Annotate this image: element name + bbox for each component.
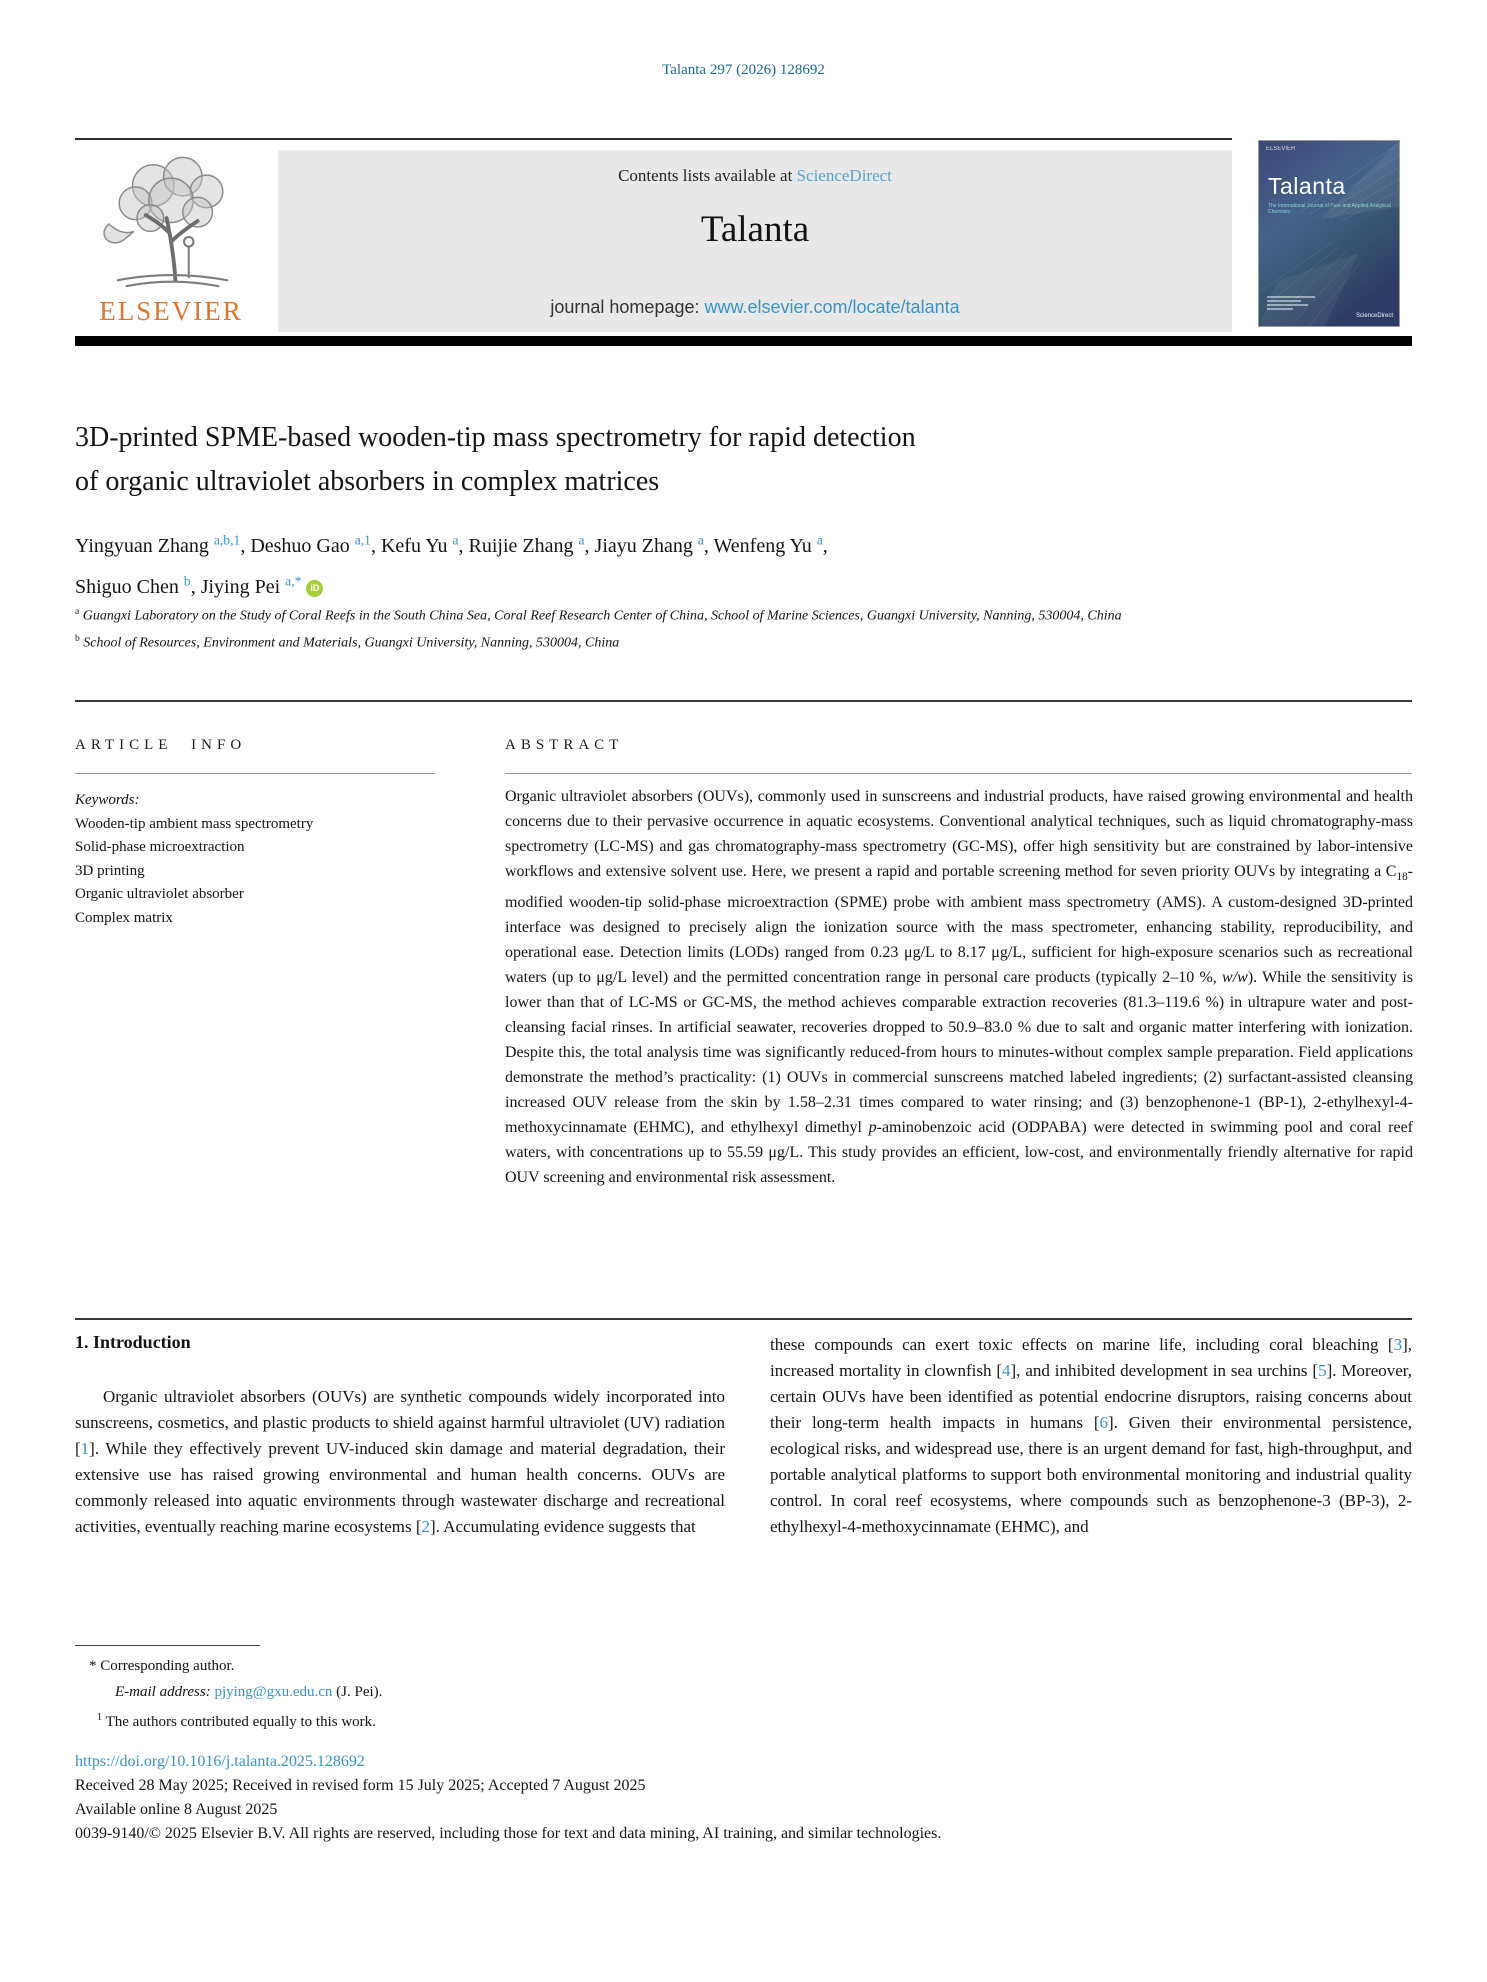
inline-link[interactable]: 3 (1393, 1335, 1403, 1354)
elsevier-wordmark: ELSEVIER (99, 296, 243, 326)
affiliation-a (75, 601, 1375, 628)
keyword-item: Solid-phase microextraction (75, 839, 245, 855)
keyword-item: 3D printing (75, 862, 145, 879)
homepage-prefix: journal homepage: (550, 297, 705, 317)
text-segment: , Wenfeng Yu (703, 534, 817, 557)
contents-line (278, 166, 1232, 186)
text-segment: Shiguo Chen (75, 576, 184, 599)
header-black-bar (75, 336, 1412, 346)
elsevier-logo (82, 150, 260, 334)
text-segment: (J. Pei). (332, 1684, 383, 1700)
text-segment: , Deshuo Gao (240, 534, 355, 557)
non-solus-banner (104, 224, 134, 243)
text-segment: Yingyuan Zhang (75, 534, 214, 557)
journal-citation: Talanta 297 (2026) 128692 (662, 62, 825, 78)
email-note (75, 1679, 755, 1705)
affiliation-b-sup: b (75, 633, 80, 644)
equal-contribution-note (75, 1705, 755, 1735)
affiliation-b-text: School of Resources, Environment and Materials, Guangxi University, Nanning, 530004, China (83, 635, 620, 651)
cover-sciencedirect: ScienceDirect (1355, 313, 1393, 319)
homepage-line (278, 297, 1232, 318)
text-segment: a (452, 532, 459, 547)
introduction-left-column (75, 1384, 725, 1540)
text-segment: ]. Given their environmental persistence, ecological risks, and widespread use, there is an urgent demand for fast, high-throughput, and portable analytical platforms to support both environmental monitoring and industrial quality control. In coral reef ecosystems, where compounds such as benzophenone-3 (BP-3), 2-ethylhexyl-4-methoxycinnamate (EHMC), and (770, 1413, 1412, 1536)
journal-name: Talanta (700, 209, 810, 250)
text-segment: a,1 (354, 532, 371, 547)
sciencedirect-link[interactable]: ScienceDirect (796, 166, 892, 185)
received-dates: Received 28 May 2025; Received in revised form 15 July 2025; Accepted 7 August 2025 (75, 1777, 646, 1794)
author-list (75, 522, 1385, 605)
text-segment: a,b,1 (213, 532, 241, 547)
text-segment: , Ruijie Zhang (458, 534, 579, 557)
inline-link[interactable]: 6 (1099, 1413, 1108, 1432)
footnote-rule (75, 1645, 260, 1646)
cover-subtitle: The International Journal of Pure and Applied Analytical Chemistry (1268, 203, 1391, 215)
text-segment: ]. Accumulating evidence suggests that (429, 1517, 696, 1536)
contents-prefix: Contents lists available at (618, 166, 797, 185)
affiliation-a-text: Guangxi Laboratory on the Study of Coral Reefs in the South China Sea, Coral Reef Research Center of China, School of Marine Sciences, Guangxi University, Nanning, 530004, China (82, 608, 1122, 624)
text-segment: Organic ultraviolet absorbers (OUVs) are synthetic compounds widely incorporated into sunscreens, cosmetics, and plastic products to shield against harmful ultraviolet (UV) radiation [ (75, 1387, 725, 1458)
footnotes-block (75, 1653, 755, 1735)
abstract-underline (505, 773, 1412, 774)
affiliations (75, 601, 1375, 654)
keywords-label: Keywords: (75, 792, 140, 808)
keyword-item: Complex matrix (75, 909, 173, 926)
abstract-body (505, 784, 1413, 1190)
article-footer (75, 1750, 1415, 1846)
article-info-heading: ARTICLE INFO (75, 737, 247, 753)
inline-link[interactable]: pjying@gxu.edu.cn (214, 1684, 333, 1700)
text-segment: The authors contributed equally to this work. (102, 1714, 376, 1730)
affiliation-b (75, 628, 1375, 655)
keyword-item: Wooden-tip ambient mass spectrometry (75, 815, 314, 832)
text-segment: Organic ultraviolet absorbers (OUVs), commonly used in sunscreens and industrial products, have raised growing environmental and health concerns due to their pervasive occurrence in aquatic ecosystems. Conventional analytical techniques, such as liquid chromatography-mass spectrometry (LC-MS) and gas chromatography-mass spectrometry (GC-MS), offer high sensitivity but are constrained by labor-intensive workflows and extensive solvent use. Here, we present a rapid and portable screening method for seven priority OUVs by integrating a C (505, 788, 1413, 880)
cover-issue-text: ··· (1389, 147, 1393, 152)
text-segment: , (822, 534, 828, 557)
abstract-bottom-rule (75, 1318, 1412, 1320)
text-segment: these compounds can exert toxic effects on marine life, including coral bleaching [ (770, 1335, 1394, 1354)
text-segment: 1 (97, 1712, 103, 1723)
journal-cover-thumbnail[interactable] (1258, 140, 1400, 327)
text-segment: p (868, 1119, 877, 1137)
journal-header-box (278, 150, 1232, 332)
text-segment: ]. While they effectively prevent UV-induced skin damage and material degradation, their extensive use has raised growing environmental and human health concerns. OUVs are commonly released into aquatic environments through wastewater discharge and recreational activities, eventually reaching marine ecosystems [ (75, 1439, 725, 1536)
homepage-link[interactable]: www.elsevier.com/locate/talanta (704, 297, 960, 317)
keywords-block (75, 789, 475, 930)
text-segment: , Jiayu Zhang (584, 534, 698, 557)
text-segment: -modified wooden-tip solid-phase microextraction (SPME) probe with ambient mass spectrometry (AMS). A custom-designed 3D-printed interface was designed to precisely align the ionization source with the mass spectrometer, enhancing stability, reproducibility, and operational ease. Detection limits (LODs) ranged from 0.23 μg/L to 8.17 μg/L, sufficient for high-exposure scenarios such as recreational waters (up to μg/L level) and the permitted concentration range in personal care products (typically 2–10 %, (505, 863, 1413, 987)
text-segment: -aminobenzoic acid (ODPABA) were detected in swimming pool and coral reef waters, with concentrations up to 55.59 μg/L. This study provides an efficient, low-cost, and environmentally friendly alternative for rapid OUV screening and environmental risk assessment. (505, 1119, 1414, 1187)
text-segment: ). While the sensitivity is lower than that of LC-MS or GC-MS, the method achieves comparable extraction recoveries (81.3–119.6 %) in ultrapure water and post-cleansing facial rinses. In artificial seawater, recoveries dropped to 50.9–83.0 % due to salt and organic matter interfering with ionization. Despite this, the total analysis time was significantly reduced-from hours to minutes-without complex sample preparation. Field applications demonstrate the method’s practicality: (1) OUVs in commercial sunscreens matched labeled ingredients; (2) surfactant-assisted cleansing increased OUV release from the skin by 1.58–2.31 times compared to water rinsing; and (3) benzophenone-1 (BP-1), 2-ethylhexyl-4-methoxycinnamate (EHMC), and ethylhexyl dimethyl (505, 969, 1413, 1137)
text-segment: * (89, 1658, 101, 1674)
affiliation-a-sup: a (75, 607, 80, 617)
text-segment: 18 (1396, 871, 1408, 884)
text-segment: Corresponding author. (100, 1658, 235, 1674)
text-segment: w/w (1222, 969, 1248, 987)
text-segment: ]. Moreover, certain OUVs have been identified as potential endocrine disruptors, raising concerns about their long-term health impacts in humans [ (770, 1361, 1413, 1432)
introduction-heading: 1. Introduction (75, 1332, 191, 1352)
inline-link[interactable]: 1 (80, 1439, 90, 1458)
cover-editors-block (1267, 296, 1315, 312)
author-names (75, 532, 828, 599)
inline-link[interactable]: 2 (421, 1517, 430, 1536)
inline-link[interactable]: 5 (1318, 1361, 1327, 1380)
available-online: Available online 8 August 2025 (75, 1801, 278, 1818)
orcid-icon[interactable]: iD (306, 580, 323, 597)
inline-link[interactable]: 4 (1002, 1361, 1011, 1380)
keyword-item: Organic ultraviolet absorber (75, 886, 244, 902)
text-segment: ], increased mortality in clownfish [ (770, 1335, 1412, 1380)
text-segment: a (816, 532, 823, 547)
text-segment: b (183, 573, 191, 589)
corresponding-author-note (75, 1653, 755, 1679)
article-title-line1: 3D-printed SPME-based wooden-tip mass spectrometry for rapid detection (75, 422, 916, 453)
text-segment: , Kefu Yu (370, 534, 453, 557)
article-info-underline (75, 773, 435, 774)
abstract-heading: ABSTRACT (505, 737, 624, 753)
article-title-line2: of organic ultraviolet absorbers in complex matrices (75, 466, 660, 497)
text-segment: a (697, 532, 704, 547)
copyright-line: 0039-9140/© 2025 Elsevier B.V. All rights are reserved, including those for text and data mining, AI training, and similar technologies. (75, 1825, 942, 1842)
introduction-right-column (770, 1332, 1412, 1540)
cover-title: Talanta (1268, 173, 1346, 199)
text-segment: , Jiying Pei (190, 576, 286, 599)
article-title (75, 416, 1355, 504)
cover-elsevier-mark: ELSEVIER (1266, 146, 1296, 152)
doi-link[interactable]: https://doi.org/10.1016/j.talanta.2025.128692 (75, 1753, 365, 1770)
text-segment: E-mail address: (115, 1684, 215, 1700)
text-segment: a (578, 532, 585, 547)
text-segment: a,* (285, 573, 302, 589)
header-top-rule (75, 138, 1232, 140)
text-segment: ], and inhibited development in sea urchins [ (1010, 1361, 1319, 1380)
elsevier-tree-icon (96, 150, 246, 298)
article-info-top-rule (75, 700, 1412, 702)
